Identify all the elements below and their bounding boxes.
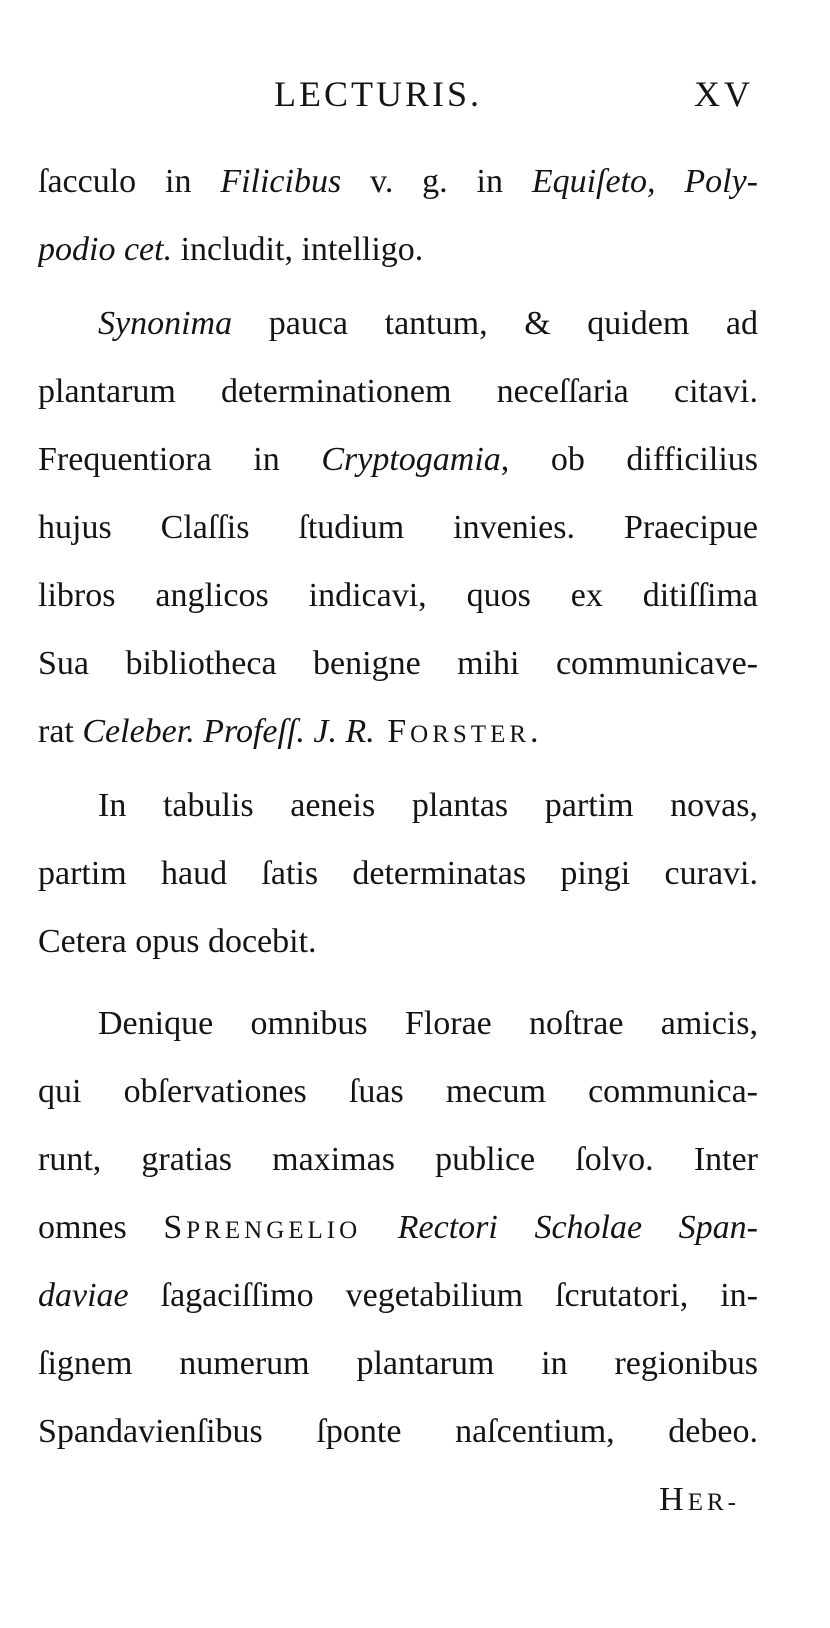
text-line-19: Spandavienſibus ſponte naſcentium, debeo. [38,1413,758,1450]
text-line-12: Cetera opus docebit. [38,923,317,960]
text-line-4: plantarum determinationem neceſſaria citavi. [38,373,758,410]
page-header [38,72,758,122]
text-line-1: ſacculo in Filicibus v. g. in Equiſeto, Poly- [38,163,758,200]
text-line-7: libros anglicos indicavi, quos ex ditiſſima [38,577,758,614]
text-line-9: rat Celeber. Profeſſ. J. R. FORSTER. [38,713,539,750]
text-line-18: ſignem numerum plantarum in regionibus [38,1345,758,1382]
text-line-3: Synonima pauca tantum, & quidem ad [98,305,758,342]
text-line-8: Sua bibliotheca benigne mihi communicave- [38,645,758,682]
running-title: LECTURIS. [274,74,483,114]
text-line-5: Frequentiora in Cryptogamia, ob difficilius [38,441,758,478]
text-line-15: runt, gratias maximas publice ſolvo. Inter [38,1141,758,1178]
page-number: XV [694,74,754,114]
text-line-13: Denique omnibus Florae noſtrae amicis, [98,1005,758,1042]
text-line-6: hujus Claſſis ſtudium invenies. Praecipue [38,509,758,546]
text-line-16: omnes SPRENGELIO Rectori Scholae Span- [38,1209,758,1246]
text-line-2: podio cet. includit, intelligo. [38,231,424,268]
text-line-11: partim haud ſatis determinatas pingi curavi. [38,855,758,892]
catchword: HER- [659,1481,740,1518]
text-line-17: daviae ſagaciſſimo vegetabilium ſcrutatori, in- [38,1277,758,1314]
body-text [38,148,758,1534]
text-line-14: qui obſervationes ſuas mecum communica- [38,1073,758,1110]
text-line-10: In tabulis aeneis plantas partim novas, [98,787,758,824]
